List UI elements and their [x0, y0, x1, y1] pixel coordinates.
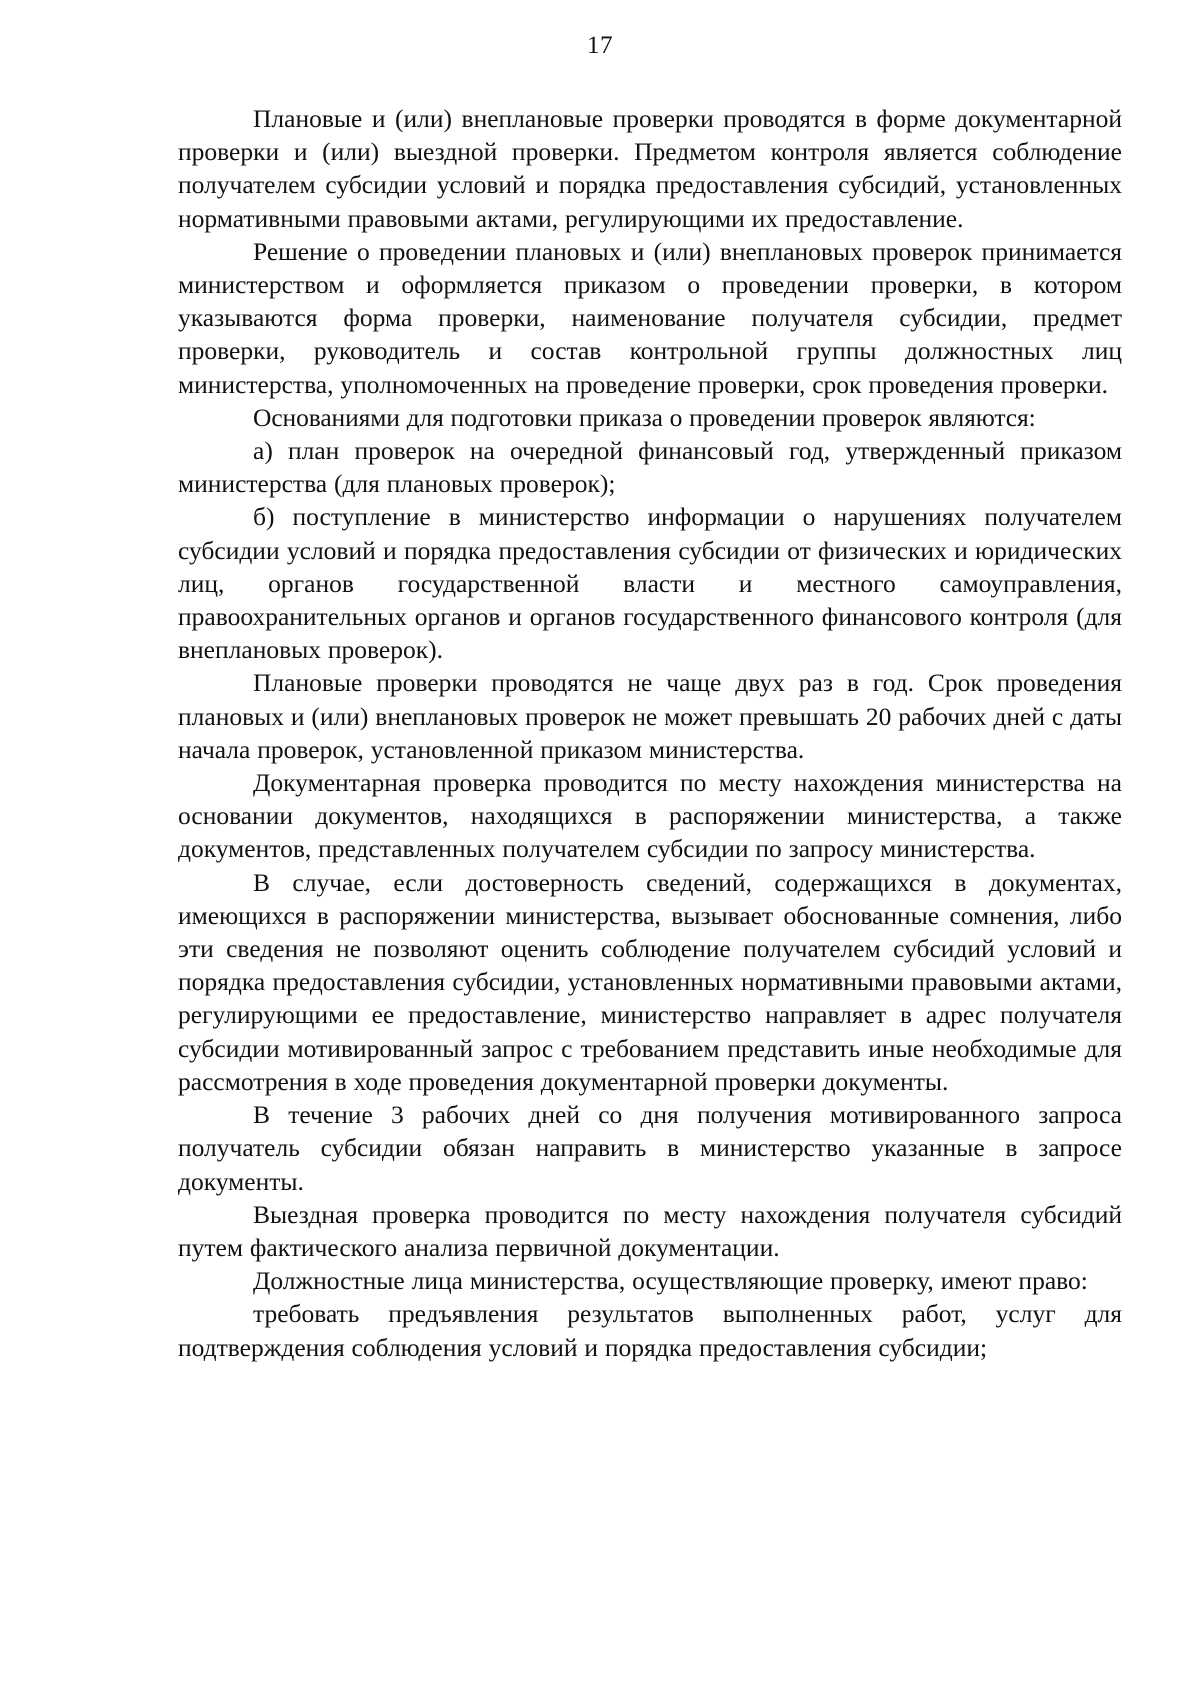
list-item-a-plan: а) план проверок на очередной финансовый год, утвержденный приказом министерства (для плановых проверок); — [178, 436, 1122, 499]
page-number: 17 — [587, 32, 613, 59]
paragraph-inspection-forms: Плановые и (или) внеплановые проверки проводятся в форме документарной проверки и (или) выездной проверки. Предметом контроля является соблюдение получателем субсидии условий и порядка предоставления субсидий, установленных нормативными правовыми актами, регулирующими их предоставление. — [178, 104, 1122, 233]
paragraph-right-require-results: требовать предъявления результатов выполненных работ, услуг для подтверждения соблюдения условий и порядка предоставления субсидии; — [178, 1299, 1122, 1362]
paragraph-onsite-inspection: Выездная проверка проводится по месту нахождения получателя субсидий путем фактического анализа первичной документации. — [178, 1199, 1122, 1262]
paragraph-officials-rights: Должностные лица министерства, осуществляющие проверку, имеют право: — [253, 1266, 1088, 1296]
document-body — [178, 102, 1122, 1364]
paragraph-order-grounds: Основаниями для подготовки приказа о проведении проверок являются: — [253, 402, 1036, 432]
paragraph-documentary-inspection: Документарная проверка проводится по месту нахождения министерства на основании документов, находящихся в распоряжении министерства, а также документов, представленных получателем субсидии по запросу министерства. — [178, 768, 1122, 864]
paragraph-response-deadline: В течение 3 рабочих дней со дня получения мотивированного запроса получатель субсидии обязан направить в министерство указанные в запросе документы. — [178, 1100, 1122, 1196]
paragraph-request-documents: В случае, если достоверность сведений, содержащихся в документах, имеющихся в распоряжении министерства, вызывает обоснованные сомнения, либо эти сведения не позволяют оценить соблюдение получателем субсидий условий и порядка предоставления субсидии, установленных нормативными правовыми актами, регулирующими ее предоставление, министерство направляет в адрес получателя субсидии мотивированный запрос с требованием представить иные необходимые для рассмотрения в ходе проведения документарной проверки документы. — [178, 867, 1122, 1096]
list-item-b-information: б) поступление в министерство информации о нарушениях получателем субсидии условий и порядка предоставления субсидии от физических и юридических лиц, органов государственной власти и местного самоуправления, правоохранительных органов и органов государственного финансового контроля (для внеплановых проверок). — [178, 502, 1122, 665]
paragraph-inspection-decision: Решение о проведении плановых и (или) внеплановых проверок принимается министерством и оформляется приказом о проведении проверки, в котором указываются форма проверки, наименование получателя субсидии, предмет проверки, руководитель и состав контрольной группы должностных лиц министерства, уполномоченных на проведение проверки, срок проведения проверки. — [178, 236, 1122, 399]
paragraph-inspection-frequency: Плановые проверки проводятся не чаще двух раз в год. Срок проведения плановых и (или) внеплановых проверок не может превышать 20 рабочих дней с даты начала проверок, установленной приказом министерства. — [178, 668, 1122, 764]
